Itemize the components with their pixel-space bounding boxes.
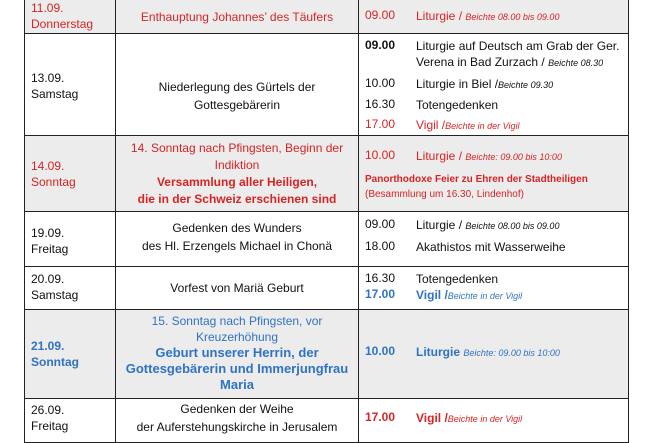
date-cell: 14.09. Sonntag [31,159,76,189]
feast-cell: Enthauptung Johannes’ des Täufers [140,10,334,24]
date-cell: 19.09. Freitag [31,226,69,256]
table-row: 11.09. Donnerstag Enthauptung Johannes’ des Täufers 09.00 Liturgie / Beichte 08.00 bis 09.00 [24,0,629,34]
service-cell: 09.00 Liturgie / Beichte 08.00 bis 09.00 18.00 Akathistos mit Wasserweihe [365,217,566,254]
service-cell: 09.00 Liturgie auf Deutsch am Grab der Ger. Verena in Bad Zurzach / Beichte 08.30 10.00 Liturgie in Biel /Beichte 09.30 16.30 Totengedenken 17.00 Vigil /Beichte in der Vigil [365,38,620,132]
table-row [24,267,629,310]
feast-cell: Niederlegung des Gürtels der Gottesgebärerin [158,80,316,112]
table-row [24,136,629,212]
date-cell: 21.09. Sonntag [31,339,79,369]
table-row: 21.09. Sonntag 15. Sonntag nach Pfingsten, vor Kreuzerhöhung Geburt unserer Herrin, der Gottesgebärerin und Immerjungfrau Maria 10.00 Liturgie Beichte: 09.00 bis 10:00 [24,310,629,399]
feast-cell: 15. Sonntag nach Pfingsten, vor Kreuzerhöhung Geburt unserer Herrin, der Gottesgebärerin und Immerjungfrau Maria [125,314,349,392]
service-cell: 16.30 Totengedenken 17.00 Vigil /Beichte in der Vigil [365,271,523,302]
table-row [24,34,629,136]
feast-cell: Vorfest von Mariä Geburt [170,281,304,295]
table-row [24,212,629,267]
table-row: 26.09. Freitag Gedenken der Weihe der Auferstehungskirche in Jerusalem 17.00 Vigil /Beichte in der Vigil [24,399,629,443]
feast-cell: Gedenken der Weihe der Auferstehungskirche in Jerusalem [136,402,338,434]
date-cell: 20.09. Samstag [31,272,79,302]
date-cell: 13.09. Samstag [31,71,79,101]
feast-cell: 14. Sonntag nach Pfingsten, Beginn der Indiktion Versammlung aller Heiligen, die in der Schweiz erschienen sind [130,141,344,206]
date-cell: 11.09. Donnerstag [31,1,94,31]
service-cell: 10.00 Liturgie / Beichte: 09.00 bis 10:00 Panorthodoxe Feier zu Ehren der Stadtheiligen (Besammlung um 16.30, Lindenhof) [365,148,588,200]
feast-cell: Gedenken des Wunders des Hl. Erzengels Michael in Chonä [141,221,333,253]
date-cell: 26.09. Freitag [31,403,69,433]
